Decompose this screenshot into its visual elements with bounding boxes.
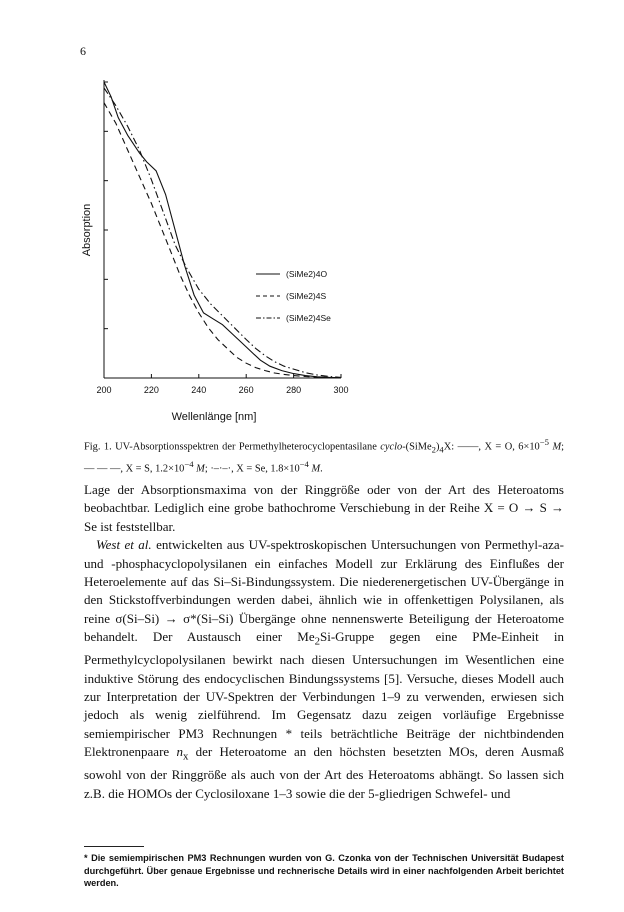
paragraph-2-sub-x: x <box>182 750 189 763</box>
caption-series-o: X: ——, X = O, 6×10 <box>443 441 540 453</box>
caption-paren: ) <box>435 441 440 453</box>
figure-caption <box>84 435 564 476</box>
x-tick-label: 300 <box>333 385 349 395</box>
caption-text: Fig. 1. UV-Absorptionsspektren der Permethylheterocyclopentasilane <box>84 441 381 453</box>
paragraph-2-sub-2: 2 <box>314 635 321 648</box>
caption-unit-s: M <box>193 463 205 475</box>
y-axis-label: Absorption <box>81 203 93 257</box>
paragraph-2 <box>84 536 564 803</box>
x-tick-label: 280 <box>286 385 302 395</box>
y-axis-ticks <box>104 82 108 329</box>
footnote: * Die semiempirischen PM3 Rechnungen wurden von G. Czonka von der Technischen Universität Budapest durchgeführt. Über genaue Ergebnisse und rechnerische Details wird in einer nachfolgenden Arbeit berichtet werden. <box>84 853 564 889</box>
caption-sub-4: 4 <box>439 444 444 455</box>
caption-exp-s: −4 <box>184 458 194 469</box>
body-text <box>84 481 564 803</box>
legend-label: (SiMe2)4S <box>286 291 327 301</box>
paragraph-1: Lage der Absorptionsmaxima von der Ringgröße oder von der Art des Heteroatoms beobachtbar. Lediglich eine grobe bathochrome Verschiebung in der Reihe X = O → S → Se ist feststellbar. <box>84 482 564 534</box>
plot-frame <box>104 80 341 378</box>
paragraph-2-text-c: der Heteroatome an den höchsten besetzten MOs, deren Ausmaß sowohl von der Ringgröße als auch von der Art des Heteroatoms abhängt. So lassen sich z.B. die HOMOs der Cyclosiloxane 1–3 sowie die der 5-gliedrigen Schwefel- und <box>84 744 564 801</box>
x-tick-label: 260 <box>238 385 254 395</box>
x-axis-label: Wellenlänge [nm] <box>171 411 257 423</box>
paragraph-2-text-a: entwickelten aus UV-spektroskopischen Untersuchungen von Permethyl-aza- und -phosphacyclopolysilanen ein einfaches Modell zur Erklärung des Einflußes der Heteroelemente auf das Si–Si-Bindungssystem. Die niederenergetischen UV-Übergänge in den Stickstoffverbindungen werden dabei, ähnlich wie in offenkettigen Polysilanen, als reine σ(Si–Si) → σ*(Si–Si) Übergänge ohne nennenswerte Beteiligung der Heteroatome behandelt. Der Austausch einer Me <box>84 537 564 645</box>
paragraph-2-text-b: Si-Gruppe gegen eine PMe-Einheit in Permethylcyclopolysilanen bewirkt nach diesen Untersuchungen im Wesentlichen eine induktive Störung des endocyclischen Bindungssystems [5]. Versuche, dieses Modell auch zur Interpretation der UV-Spektren der Verbindungen 1–9 zu verwenden, erwiesen sich jedoch als wenig zielführend. Im Gegensatz dazu zeigen vorläufige Ergebnisse semiempirischer PM3 Rechnungen * teils beträchtliche Beiträge der nichtbindenden Elektronenpaare <box>84 629 564 760</box>
x-tick-label: 220 <box>143 385 159 395</box>
author-reference: West et al. <box>96 537 152 553</box>
caption-series-se: ; ·–·–·, X = Se, 1.8×10 <box>204 463 300 475</box>
caption-unit-se: M <box>308 463 321 475</box>
caption-sub-2: 2 <box>431 444 436 455</box>
caption-exp-o: −5 <box>539 437 549 447</box>
caption-exp-se: −4 <box>299 458 309 469</box>
caption-formula: -(SiMe <box>402 441 432 453</box>
series-line-1 <box>104 103 341 378</box>
series-layer <box>104 82 341 378</box>
x-axis-ticks <box>96 374 348 395</box>
x-tick-label: 200 <box>96 385 112 395</box>
uv-absorption-chart <box>76 60 376 430</box>
legend-label: (SiMe2)4O <box>286 269 328 279</box>
legend-label: (SiMe2)4Se <box>286 313 331 323</box>
paragraph-2-n: n <box>176 744 183 760</box>
caption-series-s: ; — — —, X = S, 1.2×10 <box>84 441 564 475</box>
footnote-rule <box>84 846 144 847</box>
legend <box>256 269 331 323</box>
x-tick-label: 240 <box>191 385 207 395</box>
caption-end: . <box>320 463 323 475</box>
page-number: 6 <box>80 44 86 58</box>
series-line-2 <box>104 88 341 378</box>
series-line-0 <box>104 82 341 378</box>
caption-unit-o: M <box>548 441 562 453</box>
caption-cyclo: cyclo <box>380 441 403 453</box>
